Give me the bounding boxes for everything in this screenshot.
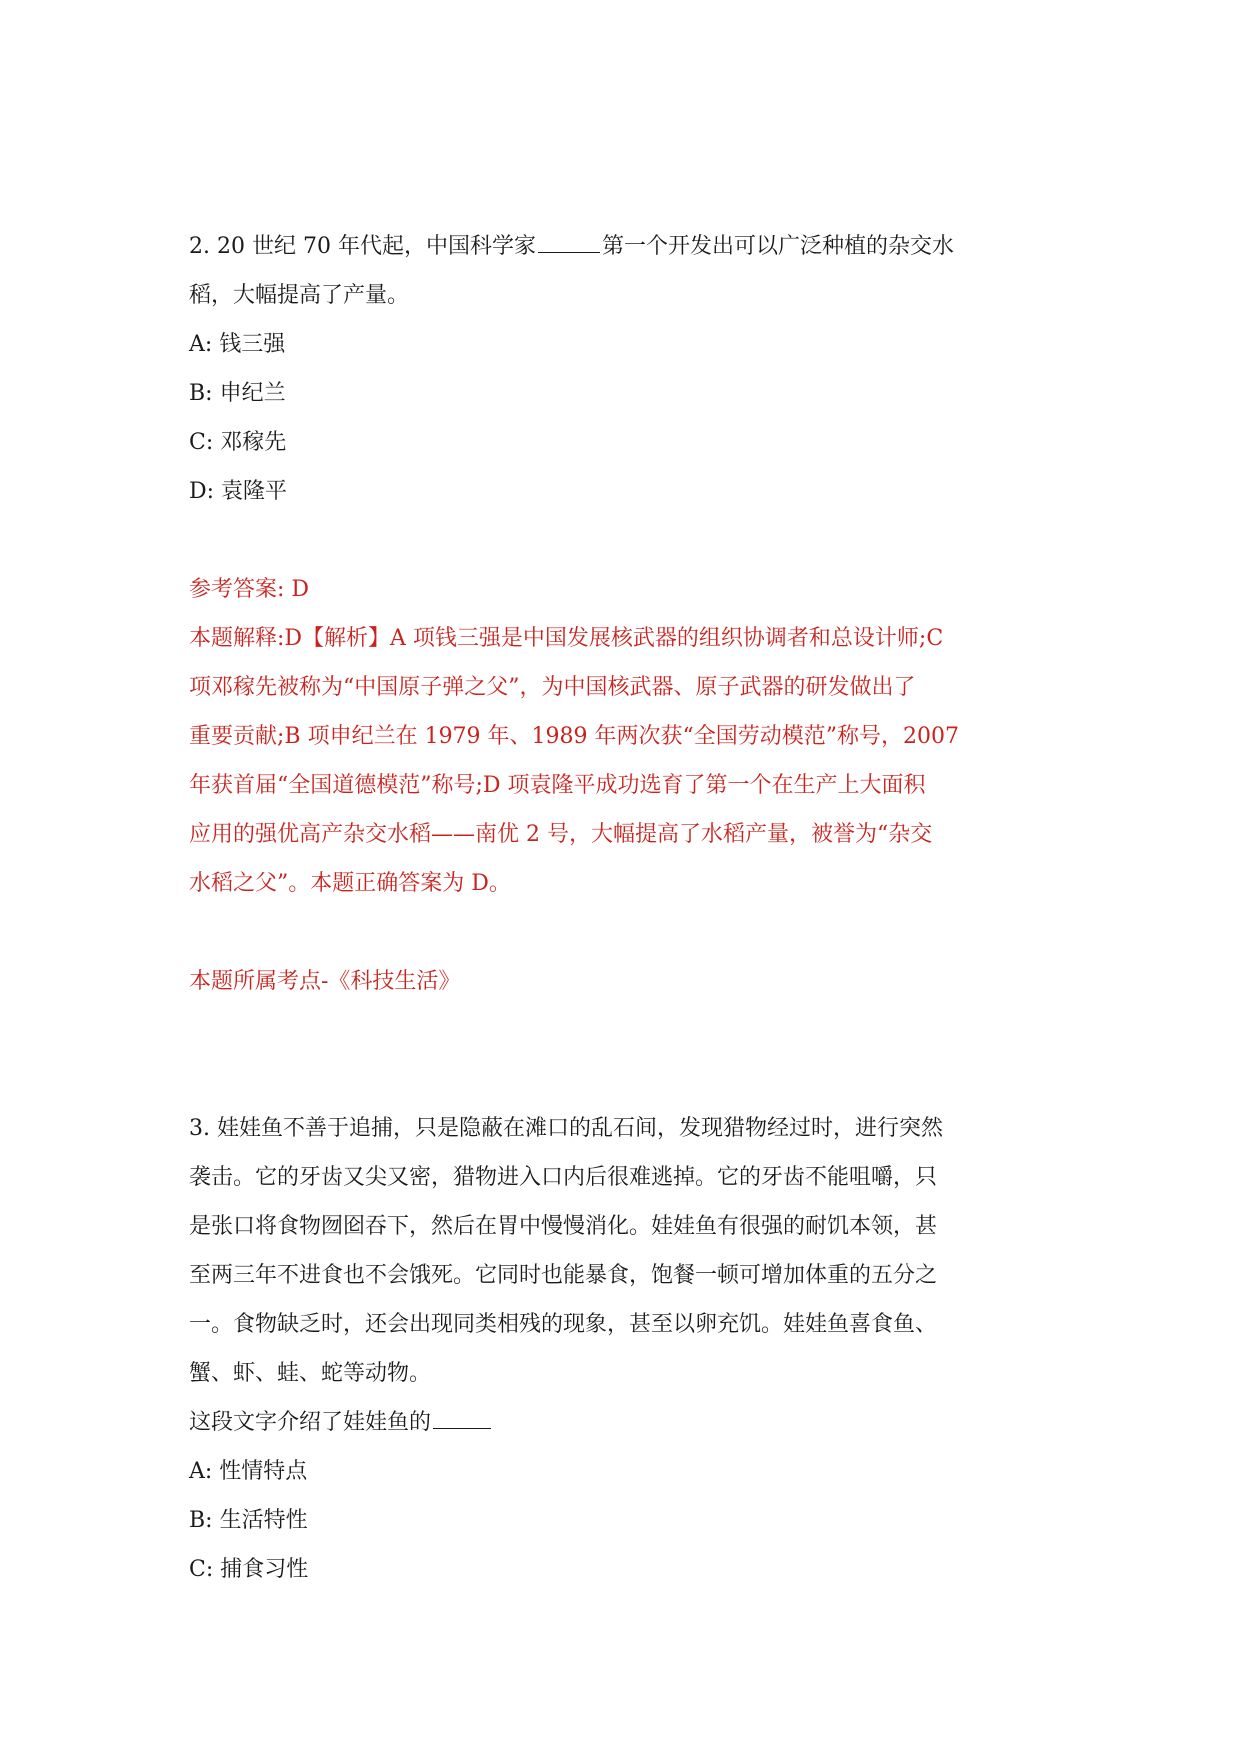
option-c [189, 418, 1054, 467]
explanation-line: 水稻之父”。本题正确答案为 D。 [189, 871, 511, 896]
option-text: 性情特点 [219, 1459, 308, 1484]
passage-line: 3. 娃娃鱼不善于追捕，只是隐蔽在滩口的乱石间，发现猎物经过时，进行突然 [189, 1116, 943, 1141]
answer-blank [538, 230, 600, 253]
option-text: 捕食习性 [220, 1557, 309, 1582]
option-text: 生活特性 [219, 1508, 308, 1533]
spacer [189, 516, 1054, 565]
option-text: 申纪兰 [219, 381, 286, 406]
question-3-prompt [189, 1398, 1054, 1447]
option-label: B: [189, 381, 220, 406]
question-3 [189, 1104, 1054, 1594]
question-3-prompt-text: 这段文字介绍了娃娃鱼的 [189, 1410, 432, 1435]
explanation-line: 本题解释:D【解析】A 项钱三强是中国发展核武器的组织协调者和总设计师;C [189, 626, 944, 651]
question-3-passage [189, 1104, 1054, 1398]
spacer [189, 908, 1054, 957]
topic-tag: 本题所属考点-《科技生活》 [189, 969, 461, 994]
answer-blank [433, 1406, 491, 1429]
explanation-line: 重要贡献;B 项申纪兰在 1979 年、1989 年两次获“全国劳动模范”称号，2007 [189, 724, 960, 749]
option-label: A: [189, 332, 220, 357]
option-label: C: [189, 430, 221, 455]
option-c [189, 1545, 1054, 1594]
option-a [189, 320, 1054, 369]
passage-line: 是张口将食物囫囵吞下，然后在胃中慢慢消化。娃娃鱼有很强的耐饥本领，甚 [189, 1214, 938, 1239]
option-d [189, 467, 1054, 516]
option-b [189, 1496, 1054, 1545]
question-2 [189, 222, 1054, 1006]
reference-answer: 参考答案: D [189, 577, 310, 602]
option-label: C: [189, 1557, 221, 1582]
option-a [189, 1447, 1054, 1496]
passage-line: 至两三年不进食也不会饿死。它同时也能暴食，饱餐一顿可增加体重的五分之 [189, 1263, 938, 1288]
explanation-line: 应用的强优高产杂交水稻——南优 2 号，大幅提高了水稻产量，被誉为“杂交 [189, 822, 933, 847]
option-label: B: [189, 1508, 220, 1533]
question-2-stem-start: 2. 20 世纪 70 年代起，中国科学家 [189, 234, 536, 259]
option-b [189, 369, 1054, 418]
option-text: 钱三强 [219, 332, 286, 357]
explanation-line: 年获首届“全国道德模范”称号;D 项袁隆平成功选育了第一个在生产上大面积 [189, 773, 926, 798]
question-2-stem-end: 第一个开发出可以广泛种植的杂交水 [601, 234, 954, 259]
spacer [189, 1006, 1054, 1104]
passage-line: 袭击。它的牙齿又尖又密，猎物进入口内后很难逃掉。它的牙齿不能咀嚼，只 [189, 1165, 938, 1190]
option-text: 邓稼先 [220, 430, 287, 455]
option-label: D: [189, 479, 222, 504]
explanation [189, 614, 1054, 908]
question-2-stem-line-2: 稻，大幅提高了产量。 [189, 283, 410, 308]
document-body [189, 222, 1054, 1594]
passage-line: 一。食物缺乏时，还会出现同类相残的现象，甚至以卵充饥。娃娃鱼喜食鱼、 [189, 1312, 938, 1337]
option-text: 袁隆平 [221, 479, 288, 504]
option-label: A: [189, 1459, 220, 1484]
explanation-line: 项邓稼先被称为“中国原子弹之父”，为中国核武器、原子武器的研发做出了 [189, 675, 916, 700]
question-2-stem-line-1 [189, 222, 1054, 271]
passage-line: 蟹、虾、蛙、蛇等动物。 [189, 1361, 432, 1386]
